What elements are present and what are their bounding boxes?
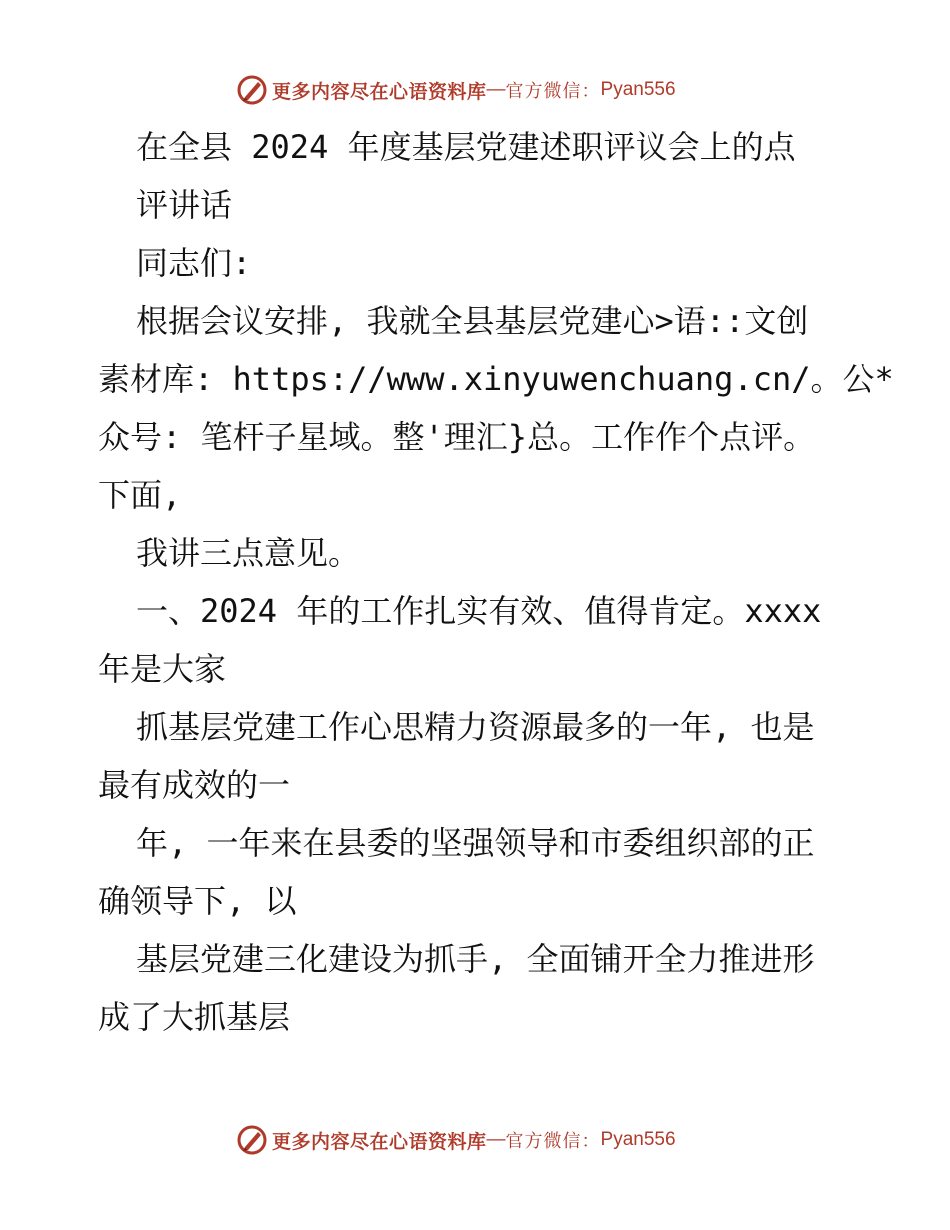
watermark-wechat-id: Pyan556 [600, 79, 676, 100]
pen-logo-icon [236, 74, 268, 106]
header-watermark [236, 72, 676, 108]
doc-line: 同志们: [136, 244, 252, 282]
watermark-main-text: 更多内容尽在心语资料库 [272, 80, 487, 103]
footer-watermark [236, 1122, 676, 1158]
doc-line: 我讲三点意见。 [136, 534, 361, 572]
document-body [98, 118, 894, 1046]
watermark-contact-label: 官方微信： [505, 81, 601, 102]
doc-line: 在全县 2024 年度基层党建述职评议会上的点 [136, 128, 796, 166]
doc-line: 年, 一年来在县委的坚强领导和市委组织部的正 [136, 824, 815, 862]
doc-line: 成了大抓基层 [98, 998, 291, 1036]
doc-line: 根据会议安排, 我就全县基层党建心>语::文创 [136, 302, 809, 340]
watermark-wechat-id: Pyan556 [600, 1129, 676, 1150]
doc-line: 评讲话 [136, 186, 233, 224]
watermark-dash: — [486, 79, 506, 100]
doc-line: 基层党建三化建设为抓手, 全面铺开全力推进形 [136, 940, 815, 978]
doc-line: 最有成效的一 [98, 766, 291, 804]
watermark-contact-label: 官方微信： [505, 1131, 601, 1152]
doc-line: 素材库: https://www.xinyuwenchuang.cn/。公* [98, 360, 894, 398]
doc-line: 一、2024 年的工作扎实有效、值得肯定。xxxx [136, 592, 822, 630]
watermark-dash: — [486, 1129, 506, 1150]
doc-line: 众号: 笔杆子星域。整'理汇}总。工作作个点评。 [98, 418, 816, 456]
doc-line: 年是大家 [98, 650, 227, 688]
doc-line: 确领导下, 以 [98, 882, 297, 920]
pen-logo-icon [236, 1124, 268, 1156]
doc-line: 下面, [98, 476, 182, 514]
doc-line: 抓基层党建工作心思精力资源最多的一年, 也是 [136, 708, 815, 746]
watermark-main-text: 更多内容尽在心语资料库 [272, 1130, 487, 1153]
